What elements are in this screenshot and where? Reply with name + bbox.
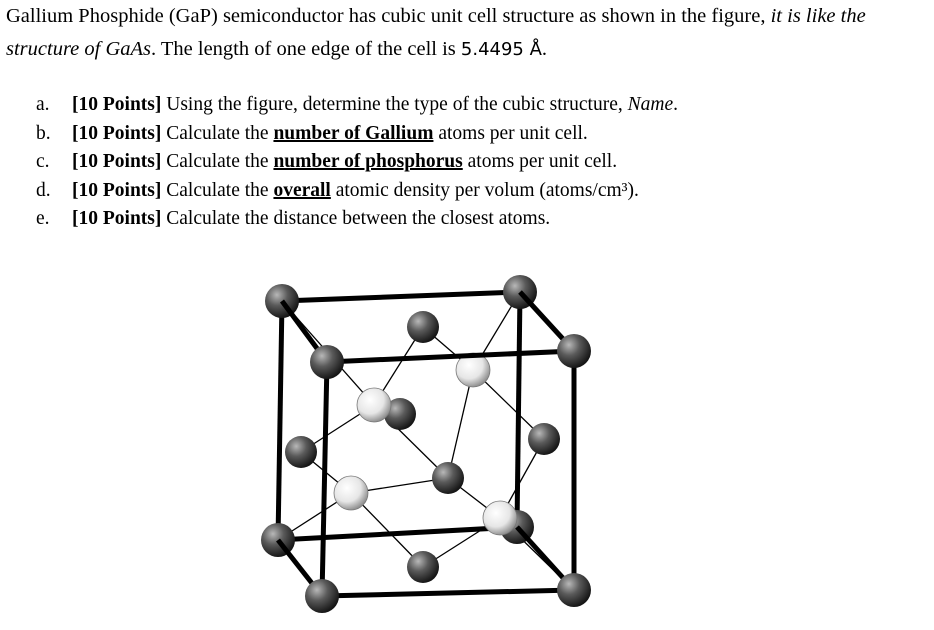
question-points: [10 Points] — [72, 208, 162, 229]
question-list — [36, 91, 926, 234]
question-emphasis: overall — [273, 179, 331, 201]
question-emphasis: Name — [627, 94, 674, 115]
question-item-e — [36, 205, 926, 234]
phosphorus-atom — [357, 388, 391, 422]
question-points: [10 Points] — [72, 179, 162, 201]
gallium-atom — [285, 436, 317, 468]
intro-italic-text: it is like the structure of GaAs — [6, 5, 866, 60]
gallium-atom — [407, 311, 439, 343]
question-text-end: atoms per unit cell. — [467, 151, 618, 172]
question-text: Using the figure, determine the type of the cubic structure, — [166, 94, 623, 115]
question-text: Calculate the — [166, 122, 269, 144]
question-emphasis: number of phosphorus — [273, 151, 463, 172]
question-text: Calculate the — [166, 179, 269, 201]
question-letter: c. — [36, 151, 50, 172]
gallium-atom — [407, 551, 439, 583]
phosphorus-atoms — [334, 353, 517, 535]
intro-text-2: . The length of one edge of the cell is — [151, 38, 461, 60]
question-letter: a. — [36, 94, 50, 115]
question-points: [10 Points] — [72, 122, 162, 144]
question-text-end: atomic density per volum (atoms/cm³). — [335, 179, 639, 201]
question-item-a — [36, 91, 926, 120]
phosphorus-atom — [334, 476, 368, 510]
question-item-d — [36, 177, 926, 206]
question-text: Calculate the — [166, 151, 269, 172]
edge-length-value: 5.4495 Å — [460, 39, 542, 60]
intro-period: . — [541, 38, 548, 60]
question-text: Calculate the distance between the closest atoms. — [166, 208, 551, 229]
gallium-atom — [557, 334, 591, 368]
gallium-atom — [432, 462, 464, 494]
gallium-atom — [305, 579, 339, 613]
question-text-end: atoms per unit cell. — [438, 122, 588, 144]
question-letter: e. — [36, 208, 50, 229]
unit-cell-figure — [240, 262, 620, 628]
phosphorus-atom — [483, 501, 517, 535]
question-text-end: . — [673, 94, 678, 115]
question-letter: d. — [36, 179, 51, 201]
question-points: [10 Points] — [72, 151, 162, 172]
question-points: [10 Points] — [72, 94, 162, 115]
question-item-b — [36, 120, 926, 149]
intro-text: Gallium Phosphide (GaP) semiconductor has cubic unit cell structure as shown in the figure, — [6, 5, 766, 27]
question-item-c — [36, 148, 926, 177]
gallium-atom — [310, 345, 344, 379]
problem-statement — [6, 0, 928, 66]
question-letter: b. — [36, 122, 51, 144]
gallium-atom — [528, 423, 560, 455]
question-emphasis: number of Gallium — [273, 122, 434, 144]
gallium-atom — [557, 573, 591, 607]
